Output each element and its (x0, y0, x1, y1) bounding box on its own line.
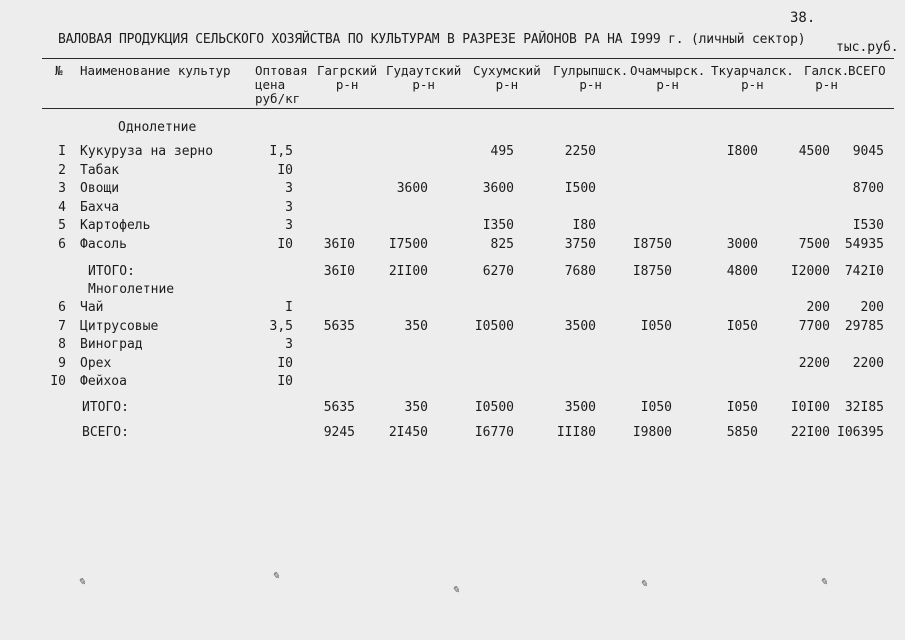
total-value-gagra: 36I0 (323, 264, 355, 279)
row-price: 3,5 (269, 318, 293, 334)
header-gulripsh-line1: Гулрыпшск. (553, 63, 629, 78)
header-gagra-line2: р-н (335, 77, 359, 92)
row-value-gagra: 5635 (323, 318, 355, 334)
total-value-gudauta: 2II00 (388, 264, 428, 279)
row-crop-name: Чай (80, 300, 104, 315)
row-number: 3 (58, 181, 66, 197)
row-crop-name: Фейхоа (80, 374, 127, 390)
header-tkuarchal-line2: р-н (741, 77, 764, 92)
header-gal-line1: Галск. (804, 63, 850, 78)
total-value-gal: I2000 (790, 264, 830, 279)
total-value-gudauta: 350 (404, 400, 428, 415)
total-value-ochamchira: I8750 (632, 264, 672, 279)
row-value-tkuarchal: I050 (726, 318, 758, 334)
row-number: I (58, 144, 66, 159)
header-gal (804, 64, 849, 92)
header-gagra-line1: Гагрский (317, 63, 378, 78)
row-number: 6 (58, 300, 66, 315)
row-price: 3 (285, 218, 293, 234)
header-gulripsh-line2: р-н (579, 77, 602, 92)
header-bottom-rule (42, 108, 894, 109)
row-number: 6 (58, 237, 66, 252)
row-value-total: 200 (860, 300, 884, 315)
row-price: I0 (277, 374, 293, 390)
header-price-line3: руб/кг (255, 91, 301, 106)
total-value-gal: I0I00 (790, 400, 830, 415)
row-crop-name: Бахча (80, 199, 120, 215)
scan-mark: ✎ (272, 568, 280, 582)
row-value-ochamchira: I8750 (632, 237, 672, 252)
row-value-sukhum: 3600 (482, 181, 514, 197)
row-value-sukhum: I350 (482, 218, 514, 234)
header-num: № (55, 63, 63, 78)
row-value-gal: 7700 (798, 318, 830, 334)
row-crop-name: Кукуруза на зерно (80, 144, 214, 159)
header-ochamchira-line2: р-н (656, 77, 679, 92)
row-crop-name: Цитрусовые (80, 318, 159, 334)
row-crop-name: Картофель (80, 218, 151, 234)
header-sukhum (473, 64, 541, 92)
row-number: 7 (58, 318, 66, 334)
unit-label: тыс.руб. (836, 40, 899, 55)
row-value-total: 54935 (844, 237, 884, 252)
header-ochamchira-line1: Очамчырск. (630, 63, 706, 78)
row-value-gulripsh: 2250 (564, 144, 596, 159)
total-value-gagra: 9245 (323, 425, 355, 440)
row-value-sukhum: 825 (490, 237, 514, 252)
row-price: I (285, 300, 293, 315)
row-value-gal: 2200 (798, 355, 830, 371)
row-value-sukhum: I0500 (474, 318, 514, 334)
header-tkuarchal-line1: Ткуарчалск. (711, 63, 794, 78)
scan-mark: ✎ (640, 576, 648, 590)
scan-mark: ✎ (78, 574, 86, 588)
header-name: Наименование культур (80, 63, 231, 78)
total-value-tkuarchal: I050 (726, 400, 758, 415)
row-value-gudauta: 3600 (396, 181, 428, 197)
row-value-gulripsh: I80 (572, 218, 596, 234)
section-annual: Однолетние (118, 120, 197, 135)
row-price: I0 (277, 162, 293, 178)
total-value-ochamchira: I050 (640, 400, 672, 415)
row-price: I0 (277, 237, 293, 252)
total-value-sukhum: I0500 (474, 400, 514, 415)
row-value-total: 9045 (852, 144, 884, 159)
total-value-gulripsh: 3500 (564, 400, 596, 415)
row-price: 3 (285, 181, 293, 197)
total-value-total: 32I85 (844, 400, 884, 415)
total-label: ИТОГО: (88, 264, 135, 279)
header-top-rule (42, 58, 894, 59)
total-value-gulripsh: III80 (556, 425, 596, 440)
total-value-gal: 22I00 (790, 425, 830, 440)
scan-mark: ✎ (820, 574, 828, 588)
row-value-gal: 200 (806, 300, 830, 315)
row-value-gal: 7500 (798, 237, 830, 252)
total-value-gulripsh: 7680 (564, 264, 596, 279)
header-price (255, 64, 308, 106)
header-sukhum-line2: р-н (495, 77, 519, 92)
row-crop-name: Фасоль (80, 237, 127, 252)
row-number: 5 (58, 218, 66, 234)
row-number: I0 (50, 374, 66, 390)
total-value-tkuarchal: 5850 (726, 425, 758, 440)
row-price: I0 (277, 355, 293, 371)
total-value-gagra: 5635 (323, 400, 355, 415)
total-label: ВСЕГО: (82, 425, 129, 440)
row-value-tkuarchal: I800 (726, 144, 758, 159)
row-value-ochamchira: I050 (640, 318, 672, 334)
header-gudauta (386, 64, 461, 92)
row-price: I,5 (269, 144, 293, 159)
total-value-total: I06395 (837, 425, 884, 440)
total-value-total: 742I0 (844, 264, 884, 279)
row-number: 4 (58, 199, 66, 215)
row-value-total: 8700 (852, 181, 884, 197)
row-crop-name: Виноград (80, 337, 143, 353)
header-sukhum-line1: Сухумский (473, 63, 541, 78)
row-value-gal: 4500 (798, 144, 830, 159)
header-gal-line2: р-н (815, 77, 838, 92)
scan-mark: ✎ (452, 582, 460, 596)
total-value-sukhum: I6770 (474, 425, 514, 440)
header-total: ВСЕГО (848, 63, 886, 78)
header-price-line1: Оптовая (255, 63, 308, 78)
header-gudauta-line1: Гудаутский (386, 63, 462, 78)
total-label: ИТОГО: (82, 400, 129, 415)
row-value-tkuarchal: 3000 (726, 237, 758, 252)
total-value-tkuarchal: 4800 (726, 264, 758, 279)
page-number: 38. (790, 10, 816, 26)
row-number: 2 (58, 162, 66, 178)
document-title: ВАЛОВАЯ ПРОДУКЦИЯ СЕЛЬСКОГО ХОЗЯЙСТВА ПО КУЛЬТУРАМ В РАЗРЕЗЕ РАЙОНОВ РА НА I999 г. (личный сектор) (58, 32, 806, 47)
row-value-gudauta: I7500 (388, 237, 428, 252)
row-number: 9 (58, 355, 66, 371)
row-price: 3 (285, 199, 293, 215)
row-value-gagra: 36I0 (323, 237, 355, 252)
row-value-sukhum: 495 (490, 144, 514, 159)
row-value-gulripsh: 3750 (564, 237, 596, 252)
header-price-line2: цена (255, 77, 286, 92)
row-value-total: 29785 (844, 318, 884, 334)
row-value-gulripsh: 3500 (564, 318, 596, 334)
row-crop-name: Орех (80, 355, 112, 371)
header-gudauta-line2: р-н (412, 77, 435, 92)
section-perennial: Многолетние (88, 282, 175, 297)
row-value-total: I530 (852, 218, 884, 234)
total-value-sukhum: 6270 (482, 264, 514, 279)
total-value-gudauta: 2I450 (388, 425, 428, 440)
row-value-total: 2200 (852, 355, 884, 371)
total-value-ochamchira: I9800 (632, 425, 672, 440)
row-crop-name: Овощи (80, 181, 120, 197)
row-value-gulripsh: I500 (564, 181, 596, 197)
header-gulripsh (553, 64, 628, 92)
row-value-gudauta: 350 (404, 318, 428, 334)
row-price: 3 (285, 337, 293, 353)
header-tkuarchal (711, 64, 794, 92)
header-ochamchira (630, 64, 705, 92)
row-crop-name: Табак (80, 162, 120, 178)
header-gagra (317, 64, 377, 92)
row-number: 8 (58, 337, 66, 353)
